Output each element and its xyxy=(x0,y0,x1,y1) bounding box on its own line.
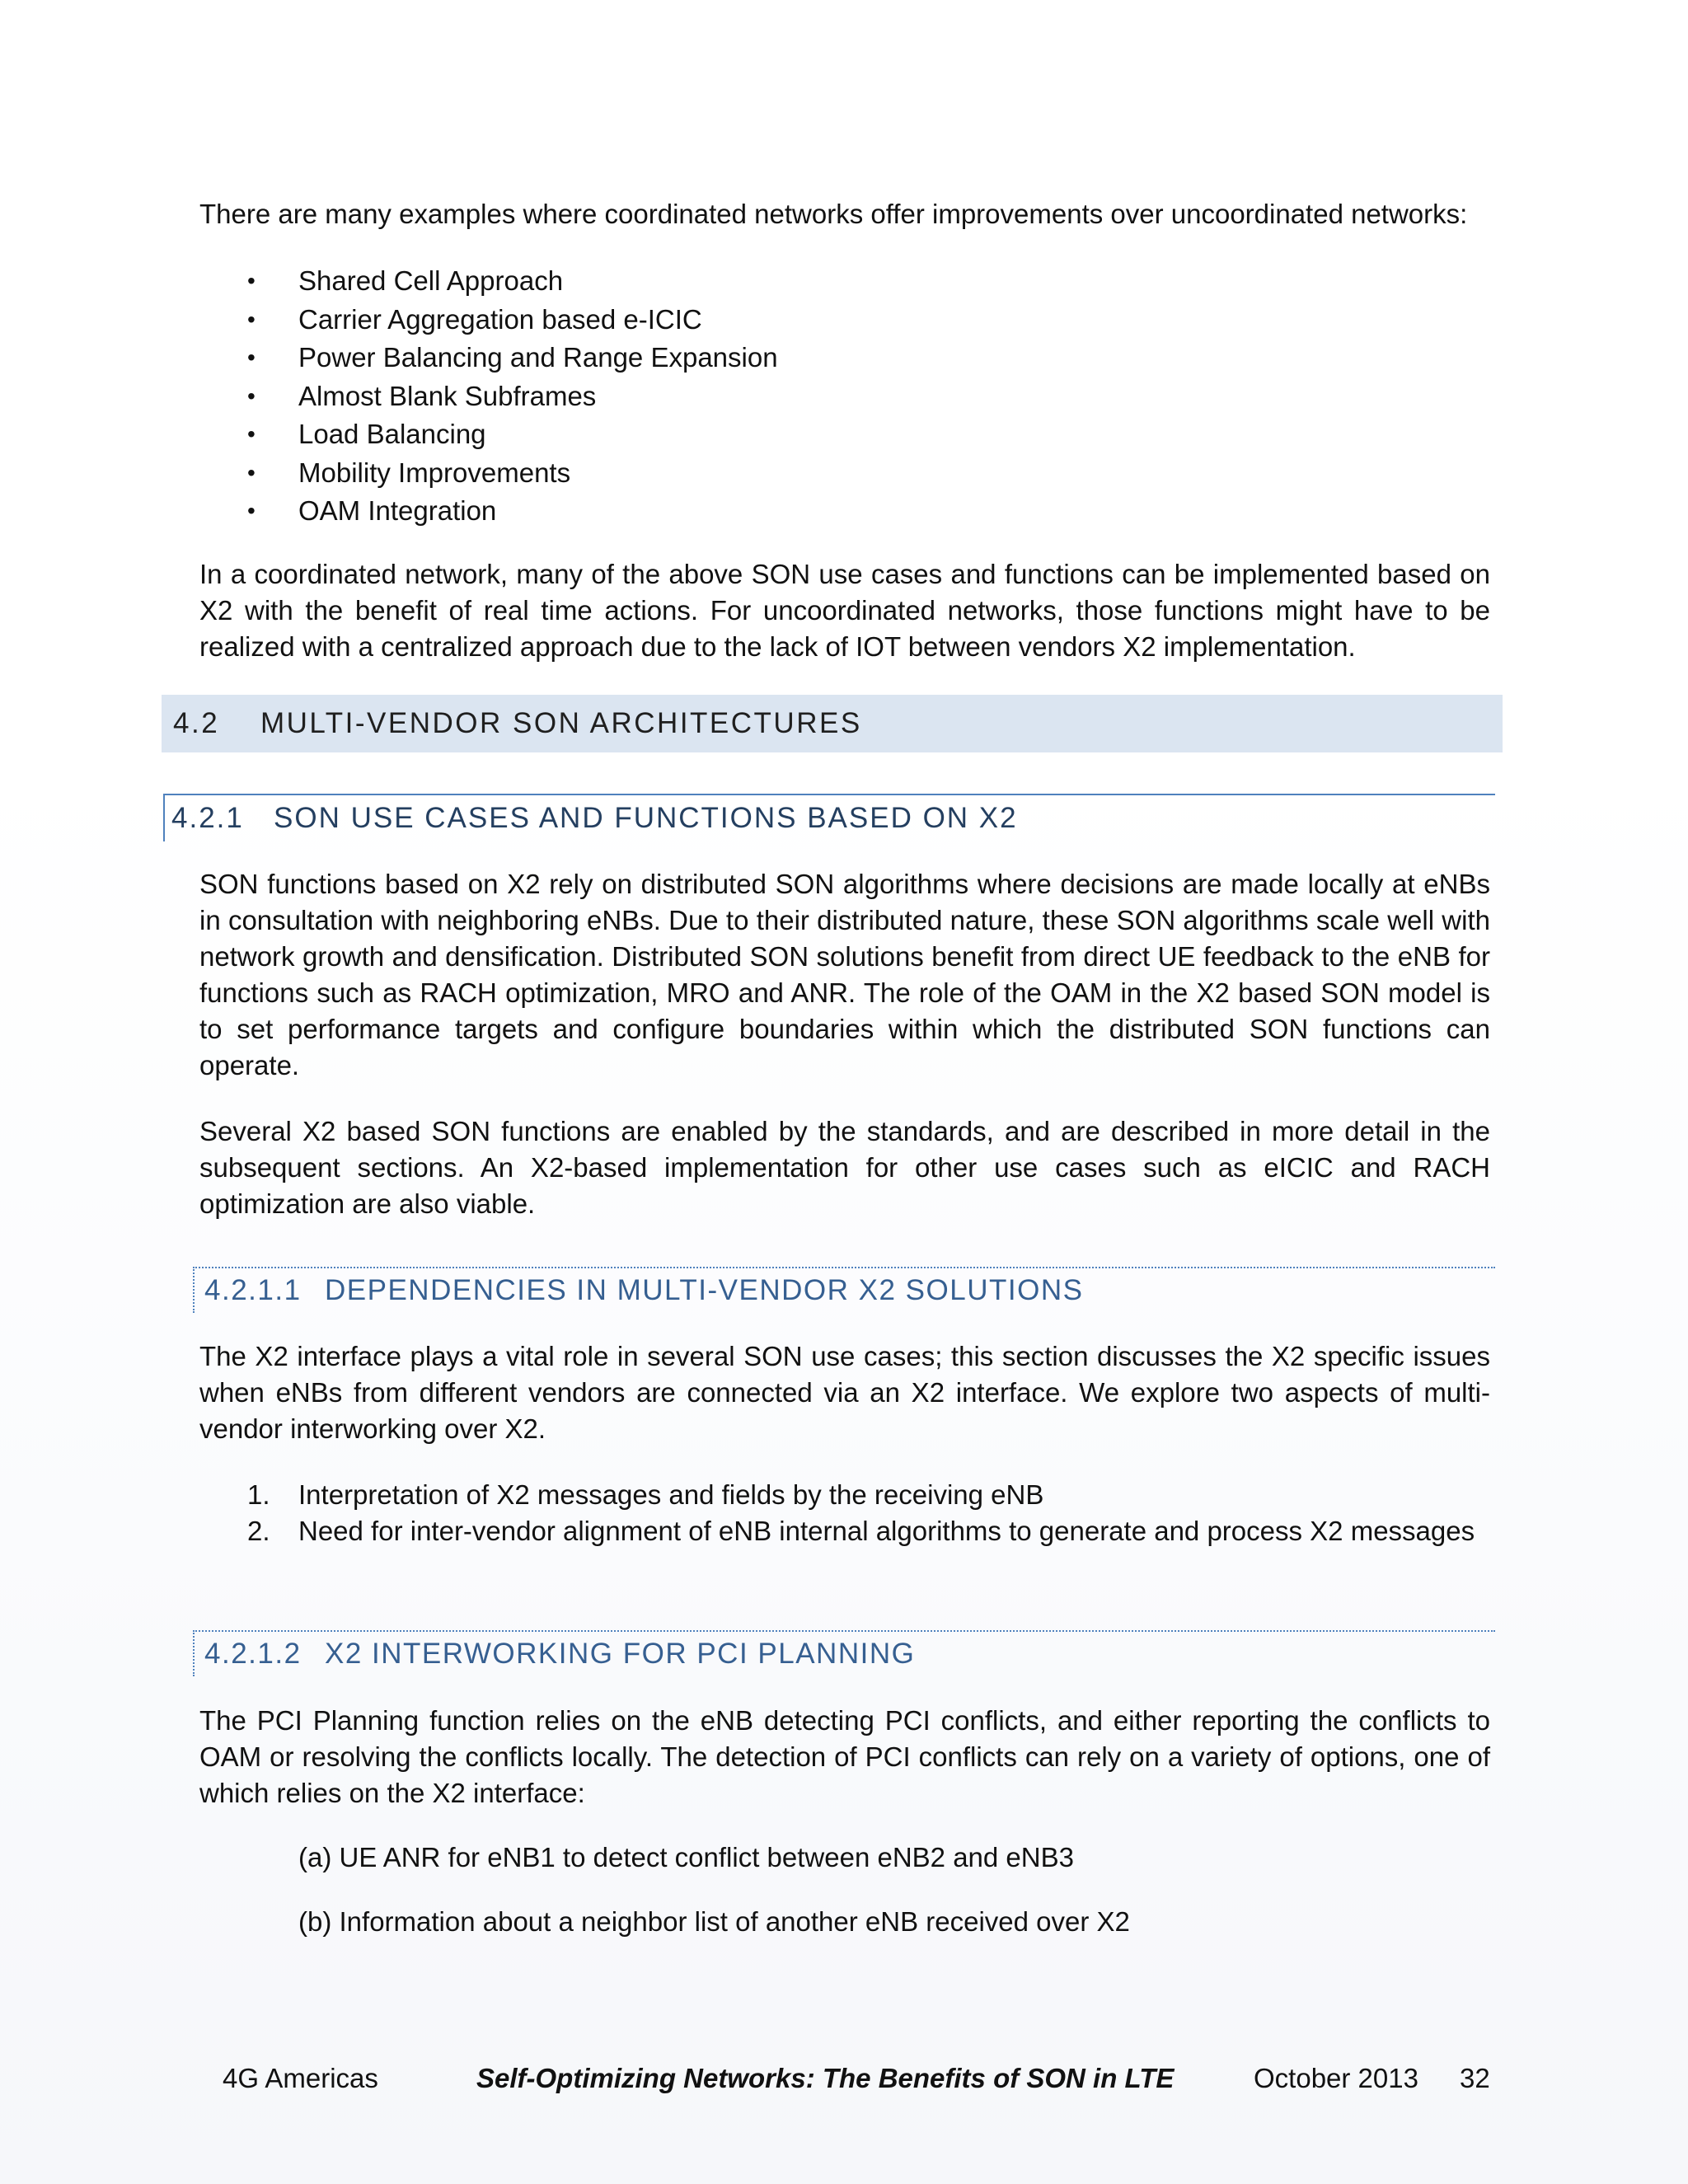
bullet-icon: • xyxy=(247,382,256,409)
several-functions-paragraph: Several X2 based SON functions are enabled by the standards, and are described in more detail in the subsequent sections. An X2-based implementation for other use cases such as eICIC and RACH optimization are also viable. xyxy=(199,1116,1490,1219)
interworking-aspects-list xyxy=(199,1477,1490,1549)
list-item: • Carrier Aggregation based e-ICIC xyxy=(199,301,1490,340)
subsubsection-title: DEPENDENCIES IN MULTI-VENDOR X2 SOLUTIONS xyxy=(325,1274,1084,1306)
coordinated-network-paragraph: In a coordinated network, many of the above SON use cases and functions can be implemented based on X2 with the benefit of real time actions. For uncoordinated networks, those functions might have to be realized with a centralized approach due to the lack of IOT between vendors X2 implementation. xyxy=(199,559,1490,662)
bullet-icon: • xyxy=(247,344,256,370)
subsection-title: SON USE CASES AND FUNCTIONS BASED ON X2 xyxy=(274,802,1018,834)
son-functions-paragraph: SON functions based on X2 rely on distributed SON algorithms where decisions are made locally at eNBs in consultation with neighboring eNBs. Due to their distributed nature, these SON algorithms scale well with network growth and densification. Distributed SON solutions benefit from direct UE feedback to the eNB for functions such as RACH optimization, MRO and ANR. The role of the OAM in the X2 based SON model is to set performance targets and configure boundaries within which the distributed SON functions can operate. xyxy=(199,869,1490,1080)
item-number: 1. xyxy=(247,1479,270,1510)
list-item: 1. Interpretation of X2 messages and fields by the receiving eNB xyxy=(199,1477,1490,1513)
list-item: • Almost Blank Subframes xyxy=(199,377,1490,416)
list-item: 2. Need for inter-vendor alignment of eNB internal algorithms to generate and process X2 messages xyxy=(199,1513,1490,1549)
item-number: 2. xyxy=(247,1516,270,1546)
footer-date: October 2013 xyxy=(1254,2063,1418,2093)
subsubsection-number: 4.2.1.2 xyxy=(204,1638,302,1670)
option-b: (b) Information about a neighbor list of another eNB received over X2 xyxy=(298,1906,1130,1937)
coordination-benefits-list xyxy=(199,262,1490,531)
section-title: MULTI-VENDOR SON ARCHITECTURES xyxy=(260,707,862,739)
subsection-heading-4-2-1 xyxy=(163,794,1495,841)
bullet-icon: • xyxy=(247,459,256,485)
footer-document-title: Self-Optimizing Networks: The Benefits of SON in LTE xyxy=(476,2063,1175,2093)
footer-organization: 4G Americas xyxy=(223,2063,378,2093)
bullet-icon: • xyxy=(247,306,256,332)
list-item: • Mobility Improvements xyxy=(199,454,1490,493)
subsubsection-title: X2 INTERWORKING FOR PCI PLANNING xyxy=(325,1638,916,1670)
section-heading-4-2 xyxy=(162,695,1503,752)
list-item: • OAM Integration xyxy=(199,492,1490,531)
section-number: 4.2 xyxy=(173,707,220,739)
bullet-icon: • xyxy=(247,268,256,293)
intro-paragraph: There are many examples where coordinated networks offer improvements over uncoordinated networks: xyxy=(199,199,1468,229)
pci-planning-paragraph: The PCI Planning function relies on the eNB detecting PCI conflicts, and either reporting the conflicts to OAM or resolving the conflicts locally. The detection of PCI conflicts can rely on a variety of options, one of which relies on the X2 interface: xyxy=(199,1705,1490,1808)
subsection-number: 4.2.1 xyxy=(171,802,244,834)
subsubsection-heading-4-2-1-1 xyxy=(193,1267,1495,1313)
option-a: (a) UE ANR for eNB1 to detect conflict between eNB2 and eNB3 xyxy=(298,1842,1074,1872)
bullet-icon: • xyxy=(247,421,256,447)
list-item: • Power Balancing and Range Expansion xyxy=(199,339,1490,377)
subsubsection-heading-4-2-1-2 xyxy=(193,1630,1495,1676)
x2-interface-paragraph: The X2 interface plays a vital role in several SON use cases; this section discusses the X2 specific issues when eNBs from different vendors are connected via an X2 interface. We explore two aspects of multi-vendor interworking over X2. xyxy=(199,1341,1490,1444)
page-footer xyxy=(0,2060,1688,2097)
subsubsection-number: 4.2.1.1 xyxy=(204,1274,302,1306)
list-item: • Shared Cell Approach xyxy=(199,262,1490,301)
list-item: • Load Balancing xyxy=(199,415,1490,454)
footer-page-number: 32 xyxy=(1460,2063,1490,2093)
bullet-icon: • xyxy=(247,498,256,523)
